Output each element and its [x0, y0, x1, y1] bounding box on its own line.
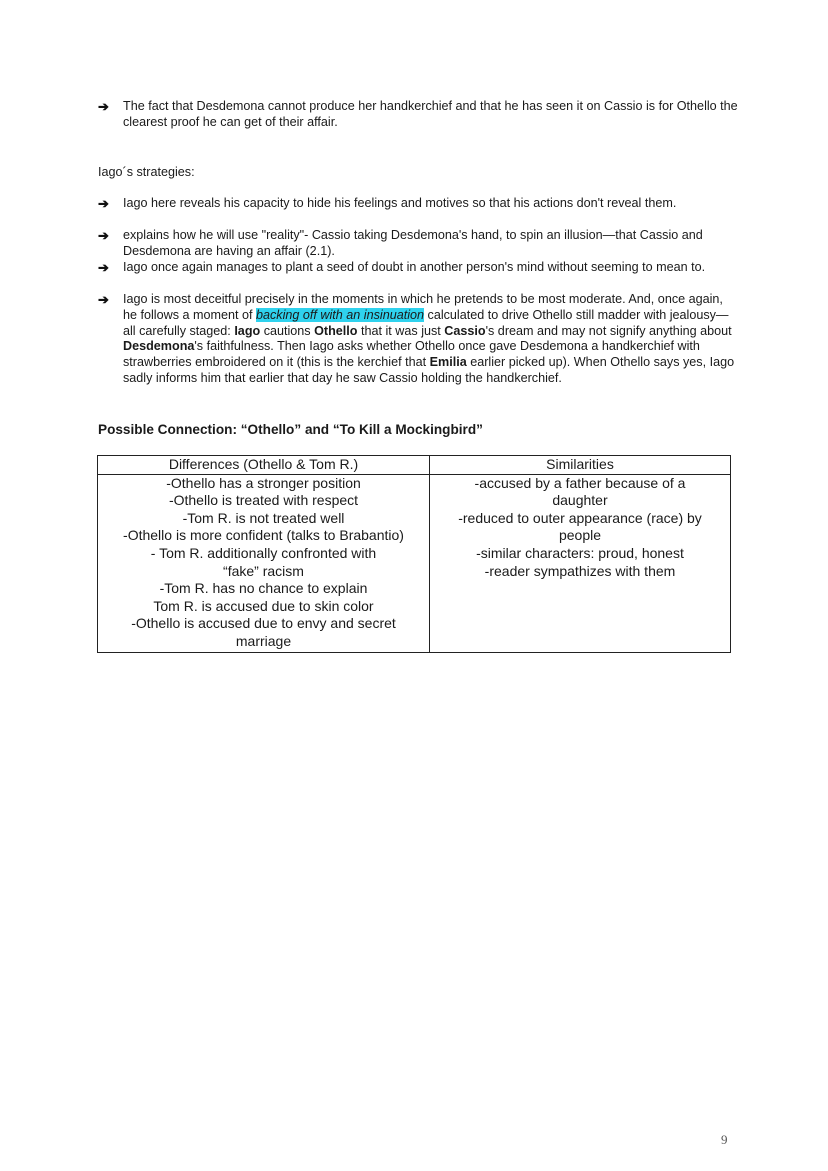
strategy-bullet — [98, 196, 738, 212]
difference-item: -Tom R. has no chance to explain — [159, 580, 368, 597]
similarity-item: -similar characters: proud, honest — [476, 544, 684, 561]
arrow-icon: ➔ — [98, 292, 109, 307]
similarities-cell — [430, 474, 731, 652]
strategies-label: Iago´s strategies: — [98, 165, 195, 179]
strategy-text — [123, 292, 738, 387]
similarity-item: -reader sympathizes with them — [484, 562, 676, 579]
highlighted-phrase: backing off with an insinuation — [256, 307, 425, 322]
text-run: Iago is most deceitful precisely in the moments in which he pretends to be most moderate. And, once again, he follows a moment of — [123, 292, 723, 322]
text-run: that it was just — [357, 323, 445, 338]
page-number: 9 — [721, 1132, 728, 1147]
similarity-item: -accused by a father because of a daughter — [474, 474, 686, 509]
differences-cell — [98, 474, 430, 652]
character-name: Othello — [314, 323, 358, 338]
difference-item: -Othello is accused due to envy and secret marriage — [131, 615, 396, 649]
text-run: 's dream and may not signify anything about — [485, 323, 732, 338]
arrow-icon: ➔ — [98, 196, 109, 211]
strategy-text: Iago here reveals his capacity to hide his feelings and motives so that his actions don't reveal them. — [123, 196, 677, 210]
table-header-row — [98, 456, 731, 475]
text-run: earlier picked up). When Othello says yes, Iago sadly informs him that earlier that day he saw Cassio holding the handkerchief. — [123, 355, 735, 385]
differences-header: Differences (Othello & Tom R.) — [98, 456, 430, 475]
strategy-text: Iago once again manages to plant a seed of doubt in another person's mind without seeming to mean to. — [123, 260, 706, 274]
similarities-header: Similarities — [430, 456, 731, 475]
difference-item: -Othello is more confident (talks to Brabantio) — [123, 527, 404, 544]
arrow-icon: ➔ — [98, 228, 109, 243]
strategy-bullet — [98, 260, 738, 276]
character-name: Cassio — [444, 323, 486, 338]
strategy-text: explains how he will use "reality"- Cassio taking Desdemona's hand, to spin an illusion—that Cassio and Desdemona are having an affair (2.1). — [123, 228, 703, 258]
intro-bullet-text: The fact that Desdemona cannot produce her handkerchief and that he has seen it on Cassio is for Othello the clearest proof he can get of their affair. — [123, 99, 738, 129]
difference-item: -Othello is treated with respect — [168, 492, 359, 509]
similarity-item: -reduced to outer appearance (race) by people — [458, 509, 702, 544]
character-name: Iago — [234, 323, 261, 338]
intro-bullet — [98, 99, 738, 131]
connection-heading: Possible Connection: “Othello” and “To Kill a Mockingbird” — [98, 422, 483, 437]
difference-item: -Tom R. is not treated well — [182, 509, 345, 526]
difference-item: -Othello has a stronger position — [166, 474, 361, 491]
text-run: cautions — [260, 323, 315, 338]
table-row — [98, 474, 731, 652]
difference-item: - Tom R. additionally confronted with “fake” racism — [150, 544, 377, 579]
character-name: Emilia — [429, 355, 467, 370]
strategy-bullet — [98, 228, 738, 260]
text-run: calculated to drive Othello still madder with jealousy—all carefully staged: — [123, 307, 729, 338]
comparison-table — [97, 455, 731, 653]
character-name: Desdemona — [123, 339, 195, 354]
arrow-icon: ➔ — [98, 99, 109, 114]
text-run: 's faithfulness. Then Iago asks whether Othello once gave Desdemona a handkerchief with strawberries embroidered on it (this is the kerchief that — [123, 339, 700, 370]
difference-item: Tom R. is accused due to skin color — [153, 597, 374, 614]
strategy-bullet — [98, 292, 738, 387]
arrow-icon: ➔ — [98, 260, 109, 275]
